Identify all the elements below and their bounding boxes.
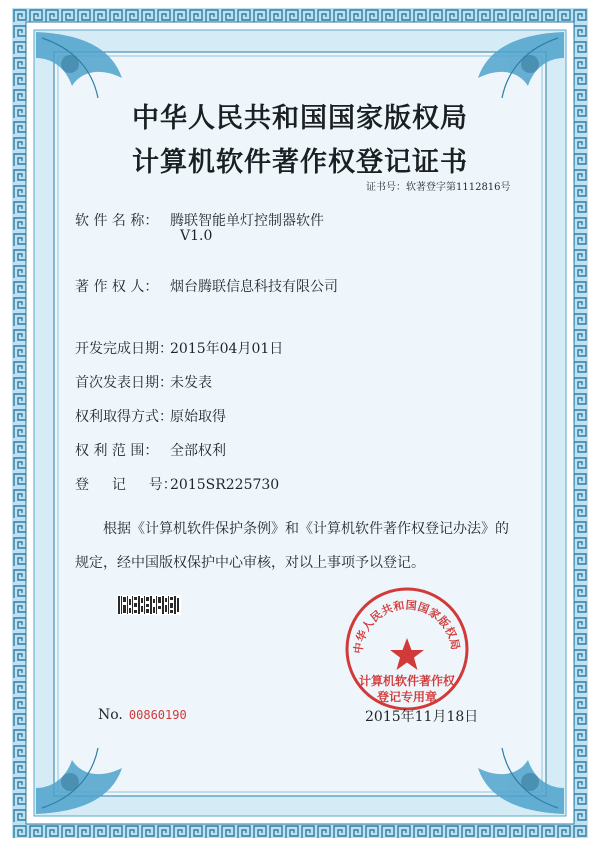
certificate-number: 证书号：软著登字第1112816号 xyxy=(366,182,511,193)
registration-number-value: 2015SR225730 xyxy=(170,477,280,493)
statement-line-1: 根据《计算机软件保护条例》和《计算机软件著作权登记办法》的 xyxy=(103,521,509,537)
software-version-value: V1.0 xyxy=(180,228,213,244)
field-software-name xyxy=(75,210,324,244)
field-acquisition xyxy=(75,406,226,426)
software-name-value: 腾联智能单灯控制器软件 xyxy=(170,213,324,229)
issuer-title: 中华人民共和国国家版权局 xyxy=(132,103,468,134)
issue-date: 2015年11月18日 xyxy=(365,709,479,725)
serial-number xyxy=(98,707,187,723)
statement-line-2: 规定，经中国版权保护中心审核，对以上事项予以登记。 xyxy=(75,555,425,571)
completion-date-value: 2015年04月01日 xyxy=(170,341,284,357)
owner-label: 著 作 权 人： xyxy=(75,279,159,295)
barcode-image xyxy=(117,595,181,615)
acquisition-label: 权利取得方式： xyxy=(75,409,173,425)
software-name-label: 软 件 名 称： xyxy=(75,213,159,229)
field-publish-date xyxy=(75,372,212,392)
scope-label: 权 利 范 围： xyxy=(75,443,159,459)
completion-date-label: 开发完成日期： xyxy=(75,341,173,357)
seal-arc-text: 中华人民共和国国家版权局 xyxy=(351,598,463,655)
publish-date-value: 未发表 xyxy=(170,375,212,391)
publish-date-label: 首次发表日期： xyxy=(75,375,173,391)
acquisition-value: 原始取得 xyxy=(170,409,226,425)
serial-number-label: No. xyxy=(98,707,123,723)
registration-statement xyxy=(75,512,535,580)
serial-number-value: 00860190 xyxy=(128,708,187,722)
scope-value: 全部权利 xyxy=(170,443,226,459)
field-scope xyxy=(75,440,226,460)
seal-line-1: 计算机软件著作权 xyxy=(358,674,455,688)
field-owner xyxy=(75,276,338,296)
seal-line-2: 登记专用章 xyxy=(376,690,437,704)
field-completion-date xyxy=(75,338,283,358)
registration-number-label: 登 记 号： xyxy=(75,477,177,493)
certificate-title: 计算机软件著作权登记证书 xyxy=(132,147,468,178)
field-registration-number xyxy=(75,474,279,494)
owner-value: 烟台腾联信息科技有限公司 xyxy=(170,279,338,295)
